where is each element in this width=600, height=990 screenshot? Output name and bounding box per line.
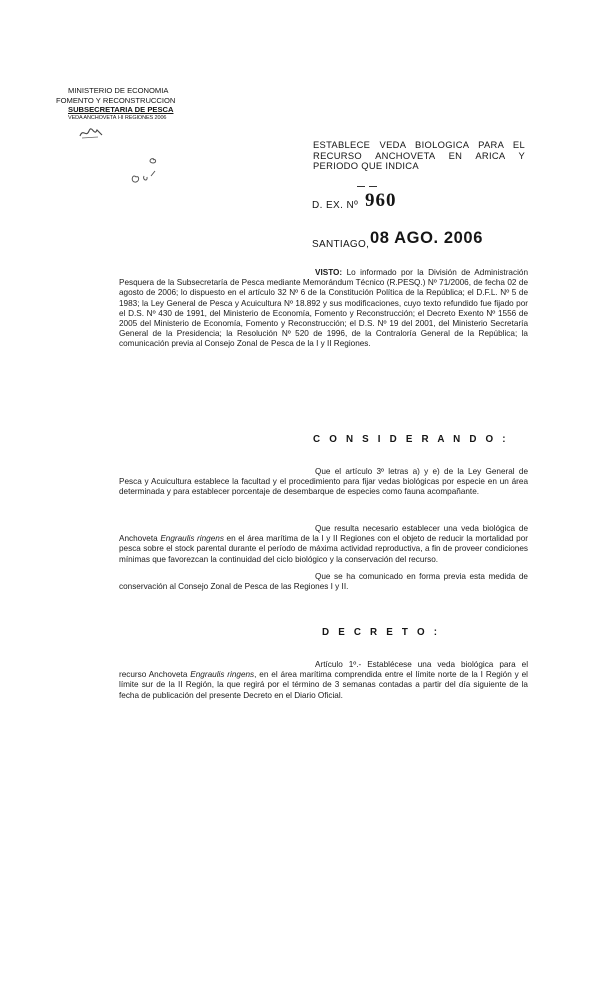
considerando-2-text-a: biológica de Anchoveta xyxy=(119,524,529,544)
considerando-3-first-line: Que se ha comunicado en forma previa esta xyxy=(315,572,485,581)
handwritten-mark-icon xyxy=(128,155,168,189)
city-label: SANTIAGO, xyxy=(312,239,370,250)
article-species-name: Engraulis ringens xyxy=(190,670,255,680)
dash-mark-icon xyxy=(356,185,380,188)
considerando-3-text: medida de conservación al Consejo Zonal de Pesca de las Regiones I y II. xyxy=(119,572,528,592)
decree-number: 960 xyxy=(365,190,397,211)
considerando-1-first-line: Que el artículo 3º letras a) y e) de la Ley xyxy=(315,467,482,476)
visto-paragraph xyxy=(119,268,528,350)
article-1-first-line: Establécese una veda biológica xyxy=(361,660,494,669)
considerando-paragraph-1 xyxy=(119,467,528,498)
letterhead-ministry-2: FOMENTO Y RECONSTRUCCION xyxy=(56,95,176,105)
letterhead-subsecretaria: SUBSECRETARIA DE PESCA xyxy=(68,105,174,114)
letterhead-ministry: MINISTERIO DE ECONOMIA xyxy=(68,86,169,95)
considerando-1-text: General de Pesca y Acuicultura establece la facultad y el procedimiento para fijar vedas biológicas por especie en un área determinada y para establecer porcentaje de desembarque de especies como fauna acompañante. xyxy=(119,467,528,497)
letterhead xyxy=(56,86,296,122)
article-1-paragraph xyxy=(119,660,528,701)
considerando-paragraph-3 xyxy=(119,572,528,592)
article-1-text-b: , en el área marítima comprendida entre el límite norte de la I Región y el límite sur de la II Región, la que regirá por el término de 3 semanas contadas a partir del día siguiente de la fecha de publicación del presente Decreto en el Diario Oficial. xyxy=(119,670,528,700)
considerando-heading: C O N S I D E R A N D O : xyxy=(313,434,509,445)
visto-text: Lo informado por la División de Administración Pesquera de la Subsecretaría de Pesca mediante Memorándum Técnico (R.PESQ.) Nº 71/2006, de fecha 02 de agosto de 2006; lo dispuesto en el artículo 32 Nº 6 de la Constitución Política de la República; el D.F.L. Nº 5 de 1983; la Ley General de Pesca y Acuicultura Nº 18.892 y sus modificaciones, cuyo texto refundido fue fijado por el D.S. Nº 430 de 1991, del Ministerio de Economía, Fomento y Reconstrucción; el Decreto Exento Nº 1556 de 2005 del Ministerio de Economía, Fomento y Reconstrucción; el D.S. Nº 19 del 2001, del Ministerio Secretaría General de la Presidencia; la Resolución Nº 520 de 1996, de la Contraloría General de la República; la comunicación previa al Consejo Zonal de Pesca de la I y II Regiones. xyxy=(119,268,528,349)
considerando-paragraph-2 xyxy=(119,524,528,565)
considerando-2-text-b: en el área marítima de la I y II Regiones con el objeto de reducir la mortalidad por pesca sobre el stock parental durante el período de máxima actividad reproductiva, a fin de proveer condiciones mínimas que favorezcan la continuidad del ciclo biológico y la conservación del recurso. xyxy=(119,534,529,564)
handwritten-initials-icon xyxy=(78,126,104,140)
visto-label: VISTO: xyxy=(315,268,343,277)
letterhead-file-ref: VEDA ANCHOVETA I-II REGIONES 2006 xyxy=(68,114,167,121)
decree-number-label: D. EX. Nº xyxy=(312,200,359,211)
date-stamp: 08 AGO. 2006 xyxy=(370,229,483,247)
decreto-heading: D E C R E T O : xyxy=(322,627,441,638)
decree-subject: ESTABLECE VEDA BIOLOGICA PARA EL RECURSO ANCHOVETA EN ARICA Y PERIODO QUE INDICA xyxy=(313,139,525,171)
article-1-text-a: para el recurso Anchoveta xyxy=(119,660,529,680)
considerando-2-first-line: Que resulta necesario establecer una veda xyxy=(315,524,479,533)
species-name: Engraulis ringens xyxy=(160,534,224,544)
article-1-label: Artículo 1º.- xyxy=(315,660,362,669)
